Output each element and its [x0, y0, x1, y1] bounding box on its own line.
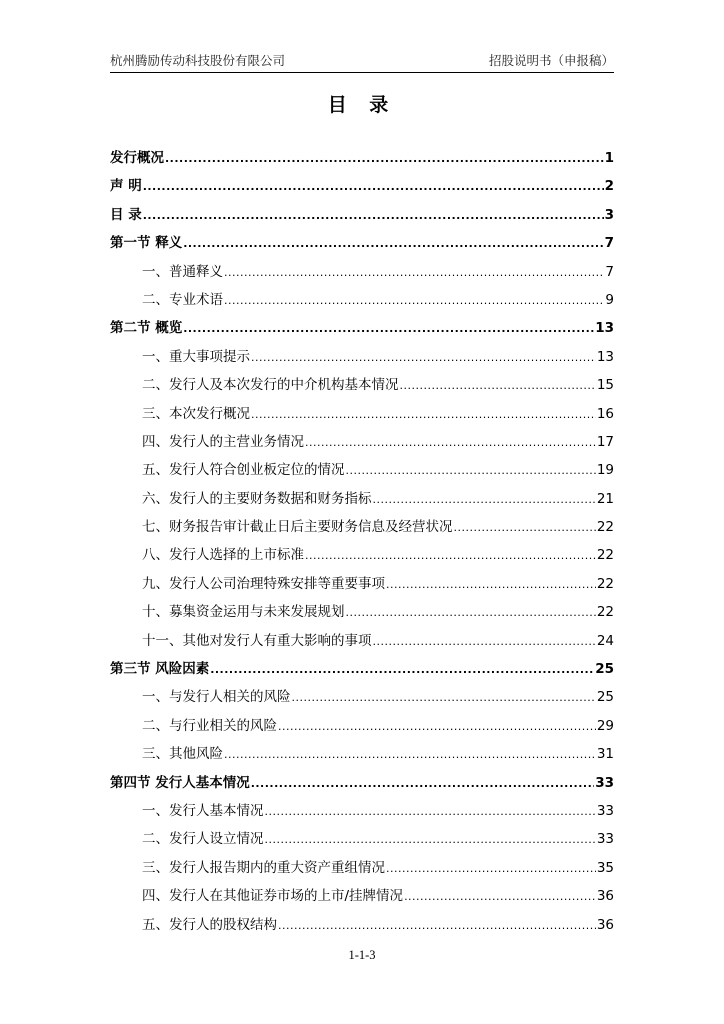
toc-section-entry[interactable]: [110, 375, 614, 403]
toc-dot-leader: [278, 717, 596, 737]
toc-section-entry[interactable]: [110, 574, 614, 602]
toc-dot-leader: [224, 745, 596, 765]
toc-dot-leader: [143, 177, 604, 197]
toc-section-entry[interactable]: [110, 631, 614, 659]
toc-dot-leader: [346, 461, 596, 481]
toc-dot-leader: [373, 490, 596, 510]
toc-dot-leader: [265, 802, 596, 822]
toc-entry-page: 9: [605, 291, 614, 308]
toc-entry-title: 二、专业术语: [142, 291, 223, 308]
toc-entry-title: 六、发行人的主要财务数据和财务指标: [142, 490, 372, 507]
toc-entry-title: 发行概况: [110, 150, 164, 166]
toc-section-entry[interactable]: [110, 545, 614, 573]
toc-section-entry[interactable]: [110, 801, 614, 829]
toc-section-entry[interactable]: [110, 602, 614, 630]
toc-entry-title: 一、普通释义: [142, 263, 223, 280]
toc-entry-page: 29: [596, 717, 614, 734]
toc-chapter-entry[interactable]: [110, 659, 614, 687]
page-number: 1-1-3: [348, 948, 376, 962]
toc-dot-leader: [386, 859, 596, 879]
toc-chapter-entry[interactable]: [110, 148, 614, 176]
toc-chapter-entry[interactable]: [110, 176, 614, 204]
toc-section-entry[interactable]: [110, 915, 614, 943]
toc-entry-title: 一、重大事项提示: [142, 348, 250, 365]
toc-dot-leader: [251, 405, 596, 425]
toc-entry-title: 八、发行人选择的上市标准: [142, 547, 304, 564]
toc-entry-title: 十一、其他对发行人有重大影响的事项: [142, 632, 372, 649]
toc-entry-title: 第一节 释义: [110, 235, 183, 252]
toc-dot-leader: [251, 348, 596, 368]
toc-entry-page: 25: [596, 689, 614, 706]
toc-dot-leader: [404, 887, 596, 907]
toc-entry-title: 二、发行人及本次发行的中介机构基本情况: [142, 377, 399, 394]
toc-dot-leader: [292, 688, 596, 708]
toc-entry-title: 第二节 概览: [110, 320, 183, 337]
header-company-name: 杭州腾励传动科技股份有限公司: [110, 53, 286, 68]
toc-chapter-entry[interactable]: [110, 318, 614, 346]
toc-section-entry[interactable]: [110, 858, 614, 886]
toc-section-entry[interactable]: [110, 347, 614, 375]
toc-entry-page: 36: [596, 916, 614, 933]
toc-entry-page: 22: [596, 519, 614, 536]
toc-entry-title: 二、与行业相关的风险: [142, 717, 277, 734]
toc-entry-page: 31: [596, 746, 614, 763]
toc-entry-page: 33: [596, 831, 614, 848]
toc-entry-title: 九、发行人公司治理特殊安排等重要事项: [142, 575, 385, 592]
toc-entry-page: 24: [596, 632, 614, 649]
toc-entry-title: 声 明: [110, 178, 142, 195]
toc-entry-page: 15: [596, 377, 614, 394]
toc-entry-title: 二、发行人设立情况: [142, 831, 264, 848]
table-of-contents: [110, 148, 614, 943]
toc-entry-title: 四、发行人的主营业务情况: [142, 433, 304, 450]
toc-dot-leader: [305, 433, 596, 453]
toc-dot-leader: [386, 575, 596, 595]
toc-entry-title: 三、本次发行概况: [142, 405, 250, 422]
toc-section-entry[interactable]: [110, 460, 614, 488]
toc-section-entry[interactable]: [110, 517, 614, 545]
toc-section-entry[interactable]: [110, 262, 614, 290]
toc-entry-page: 2: [604, 178, 614, 195]
toc-entry-page: 19: [596, 462, 614, 479]
toc-entry-page: 33: [596, 802, 614, 819]
toc-dot-leader: [165, 149, 604, 169]
toc-section-entry[interactable]: [110, 829, 614, 857]
toc-dot-leader: [143, 206, 604, 226]
toc-chapter-entry[interactable]: [110, 233, 614, 261]
toc-chapter-entry[interactable]: [110, 773, 614, 801]
toc-entry-page: 3: [604, 206, 614, 223]
toc-section-entry[interactable]: [110, 290, 614, 318]
page-header: [110, 50, 614, 73]
toc-entry-page: 13: [595, 320, 614, 337]
toc-section-entry[interactable]: [110, 886, 614, 914]
toc-entry-page: 7: [605, 263, 614, 280]
toc-entry-page: 22: [596, 547, 614, 564]
toc-entry-title: 第三节 风险因素: [110, 661, 210, 678]
toc-entry-title: 一、发行人基本情况: [142, 802, 264, 819]
toc-entry-page: 33: [595, 774, 614, 791]
toc-dot-leader: [251, 774, 595, 794]
toc-entry-page: 35: [596, 859, 614, 876]
toc-entry-title: 三、其他风险: [142, 746, 223, 763]
toc-entry-title: 一、与发行人相关的风险: [142, 689, 291, 706]
toc-chapter-entry[interactable]: [110, 205, 614, 233]
toc-entry-title: 目 录: [110, 206, 142, 223]
toc-entry-page: 21: [596, 490, 614, 507]
toc-dot-leader: [454, 518, 596, 538]
toc-section-entry[interactable]: [110, 687, 614, 715]
toc-entry-page: 22: [596, 604, 614, 621]
toc-dot-leader: [305, 546, 596, 566]
toc-dot-leader: [278, 916, 596, 936]
toc-dot-leader: [224, 263, 604, 283]
toc-dot-leader: [373, 632, 596, 652]
toc-entry-title: 五、发行人符合创业板定位的情况: [142, 462, 345, 479]
toc-section-entry[interactable]: [110, 489, 614, 517]
toc-entry-page: 1: [604, 150, 614, 166]
toc-entry-title: 三、发行人报告期内的重大资产重组情况: [142, 859, 385, 876]
toc-section-entry[interactable]: [110, 716, 614, 744]
toc-section-entry[interactable]: [110, 744, 614, 772]
toc-section-entry[interactable]: [110, 404, 614, 432]
toc-entry-page: 36: [596, 888, 614, 905]
toc-dot-leader: [183, 234, 603, 254]
toc-entry-title: 十、募集资金运用与未来发展规划: [142, 604, 345, 621]
toc-entry-title: 七、财务报告审计截止日后主要财务信息及经营状况: [142, 519, 453, 536]
toc-dot-leader: [265, 830, 596, 850]
toc-entry-title: 四、发行人在其他证券市场的上市/挂牌情况: [142, 888, 404, 905]
header-document-type: 招股说明书（申报稿）: [488, 53, 614, 68]
toc-entry-title: 五、发行人的股权结构: [142, 916, 277, 933]
toc-section-entry[interactable]: [110, 432, 614, 460]
toc-dot-leader: [400, 376, 596, 396]
toc-dot-leader: [346, 603, 596, 623]
toc-entry-page: 22: [596, 575, 614, 592]
page-title: 目 录: [327, 94, 397, 116]
toc-dot-leader: [224, 291, 604, 311]
toc-entry-page: 25: [595, 661, 614, 678]
toc-entry-page: 17: [596, 433, 614, 450]
toc-entry-title: 第四节 发行人基本情况: [110, 774, 250, 791]
toc-dot-leader: [210, 660, 594, 680]
toc-entry-page: 16: [596, 405, 614, 422]
toc-dot-leader: [183, 319, 594, 339]
toc-entry-page: 7: [604, 235, 614, 252]
toc-entry-page: 13: [596, 348, 614, 365]
